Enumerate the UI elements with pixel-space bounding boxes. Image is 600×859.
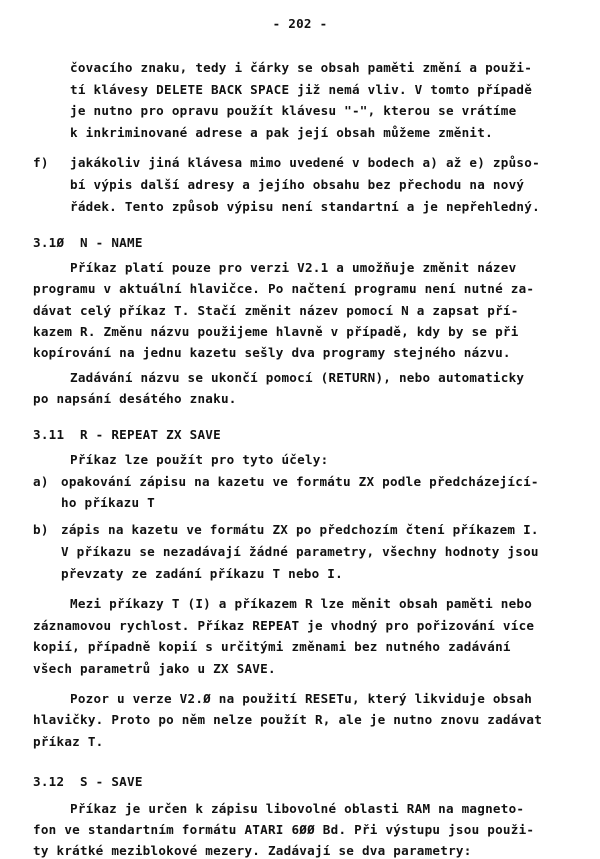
s310-p1-line-1: Příkaz platí pouze pro verzi V2.1 a umožňuje změnit název — [70, 260, 517, 275]
s312-p1-line-3: ty krátké meziblokové mezery. Zadávají se dva parametry: — [33, 843, 472, 858]
item-f-line-3: řádek. Tento způsob výpisu není standartní a je nepřehledný. — [70, 199, 540, 214]
s311-item-a-line-2: ho příkazu T — [61, 495, 155, 510]
intro-line-1: čovacího znaku, tedy i čárky se obsah paměti změní a použi- — [70, 60, 533, 75]
item-f-line-2: bí výpis další adresy a jejího obsahu bez přechodu na nový — [70, 177, 525, 192]
section-3-10-heading: 3.1Ø N - NAME — [33, 235, 143, 250]
s311-item-b-line-3: převzaty ze zadání příkazu T nebo I. — [61, 566, 343, 581]
item-f-line-1: jakákoliv jiná klávesa mimo uvedené v bodech a) až e) způso- — [70, 155, 540, 170]
intro-line-4: k inkriminované adrese a pak její obsah můžeme změnit. — [70, 125, 493, 140]
s311-p1-line-4: všech parametrů jako u ZX SAVE. — [33, 661, 276, 676]
s311-p2-line-3: příkaz T. — [33, 734, 104, 749]
s310-p2-line-2: po napsání desátého znaku. — [33, 391, 237, 406]
s310-p1-line-4: kazem R. Změnu názvu použijeme hlavně v případě, kdy by se při — [33, 324, 519, 339]
s311-item-a-line-1: opakování zápisu na kazetu ve formátu ZX podle předcházející- — [61, 474, 539, 489]
s310-p2-line-1: Zadávání názvu se ukončí pomocí (RETURN), nebo automaticky — [70, 370, 525, 385]
s310-p1-line-2: programu v aktuální hlavičce. Po načtení programu není nutné za- — [33, 281, 535, 296]
s312-p1-line-1: Příkaz je určen k zápisu libovolné oblasti RAM na magneto- — [70, 801, 525, 816]
intro-line-2: tí klávesy DELETE BACK SPACE již nemá vliv. V tomto případě — [70, 82, 533, 97]
s312-p1-line-2: fon ve standartním formátu ATARI 6ØØ Bd. Při výstupu jsou použi- — [33, 822, 535, 837]
item-f-marker: f) — [33, 155, 49, 170]
s310-p1-line-5: kopírování na jednu kazetu sešly dva programy stejného názvu. — [33, 345, 511, 360]
s311-p2-line-2: hlavičky. Proto po něm nelze použít R, ale je nutno znovu zadávat — [33, 712, 543, 727]
s311-intro: Příkaz lze použít pro tyto účely: — [70, 452, 329, 467]
s311-p1-line-2: záznamovou rychlost. Příkaz REPEAT je vhodný pro pořizování více — [33, 618, 535, 633]
s311-item-b-line-2: V příkazu se nezadávají žádné parametry, všechny hodnoty jsou — [61, 544, 539, 559]
section-3-12-heading: 3.12 S - SAVE — [33, 774, 143, 789]
s311-p1-line-3: kopií, případně kopií s určitými změnami bez nutného zadávání — [33, 639, 511, 654]
s311-item-b-line-1: zápis na kazetu ve formátu ZX po předchozím čtení příkazem I. — [61, 522, 539, 537]
s311-p1-line-1: Mezi příkazy T (I) a příkazem R lze měnit obsah paměti nebo — [70, 596, 533, 611]
section-3-11-heading: 3.11 R - REPEAT ZX SAVE — [33, 427, 221, 442]
s310-p1-line-3: dávat celý příkaz T. Stačí změnit název pomocí N a zapsat pří- — [33, 303, 519, 318]
intro-line-3: je nutno pro opravu použít klávesu "-", kterou se vrátíme — [70, 103, 517, 118]
s311-item-b-marker: b) — [33, 522, 49, 537]
page-number: - 202 - — [272, 16, 328, 31]
s311-item-a-marker: a) — [33, 474, 49, 489]
s311-p2-line-1: Pozor u verze V2.Ø na použití RESETu, který likviduje obsah — [70, 691, 533, 706]
